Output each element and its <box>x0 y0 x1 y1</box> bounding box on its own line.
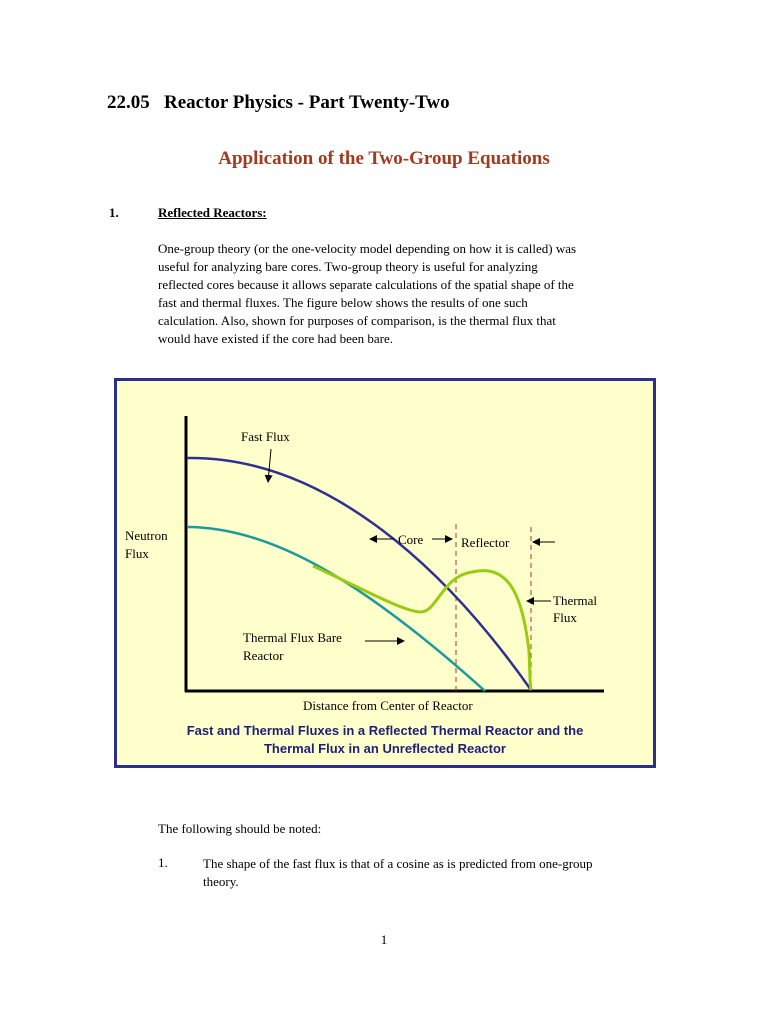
paragraph-line: useful for analyzing bare cores. Two-group theory is useful for analyzing <box>158 259 538 274</box>
page-number: 1 <box>380 932 388 947</box>
paragraph-line: reflected cores because it allows separate calculations of the spatial shape of the <box>158 277 574 292</box>
paragraph-line: fast and thermal fluxes. The figure below shows the results of one such <box>158 295 528 310</box>
list-item-text <box>203 855 673 891</box>
fast-flux-arrow <box>268 449 271 482</box>
core-label: Core <box>398 532 424 547</box>
intro-paragraph <box>158 240 668 348</box>
paragraph-line: calculation. Also, shown for purposes of comparison, is the thermal flux that <box>158 313 556 328</box>
reflector-label: Reflector <box>461 535 510 550</box>
bare-thermal-flux-curve <box>187 527 485 691</box>
bare-reactor-label: Reactor <box>243 648 284 663</box>
thermal-label: Thermal <box>553 593 598 608</box>
bare-flux-label: Thermal Flux Bare <box>243 630 342 645</box>
thermal-flux-label: Flux <box>553 610 577 625</box>
thermal-flux-curve <box>313 566 531 690</box>
list-item-line: The shape of the fast flux is that of a cosine as is predicted from one-group <box>203 856 593 871</box>
flux-figure <box>114 378 656 768</box>
fast-flux-label: Fast Flux <box>241 429 290 444</box>
neutron-label: Neutron <box>125 528 168 543</box>
document-title: 22.05 Reactor Physics - Part Twenty-Two <box>107 92 450 113</box>
section-number: 1. <box>109 205 119 220</box>
paragraph-line: would have existed if the core had been bare. <box>158 331 393 346</box>
x-axis-label: Distance from Center of Reactor <box>303 698 473 713</box>
section-heading: Reflected Reactors: <box>158 205 267 220</box>
caption-line: Thermal Flux in an Unreflected Reactor <box>263 741 506 756</box>
figure-caption <box>117 722 653 758</box>
document-subtitle: Application of the Two-Group Equations <box>218 148 550 169</box>
paragraph-line: One-group theory (or the one-velocity model depending on how it is called) was <box>158 241 577 256</box>
fast-flux-curve <box>187 458 531 690</box>
flux-label: Flux <box>125 546 149 561</box>
caption-line: Fast and Thermal Fluxes in a Reflected Thermal Reactor and the <box>186 723 584 738</box>
list-item-line: theory. <box>203 874 239 889</box>
list-item-number: 1. <box>158 855 168 870</box>
noted-text: The following should be noted: <box>158 821 322 836</box>
